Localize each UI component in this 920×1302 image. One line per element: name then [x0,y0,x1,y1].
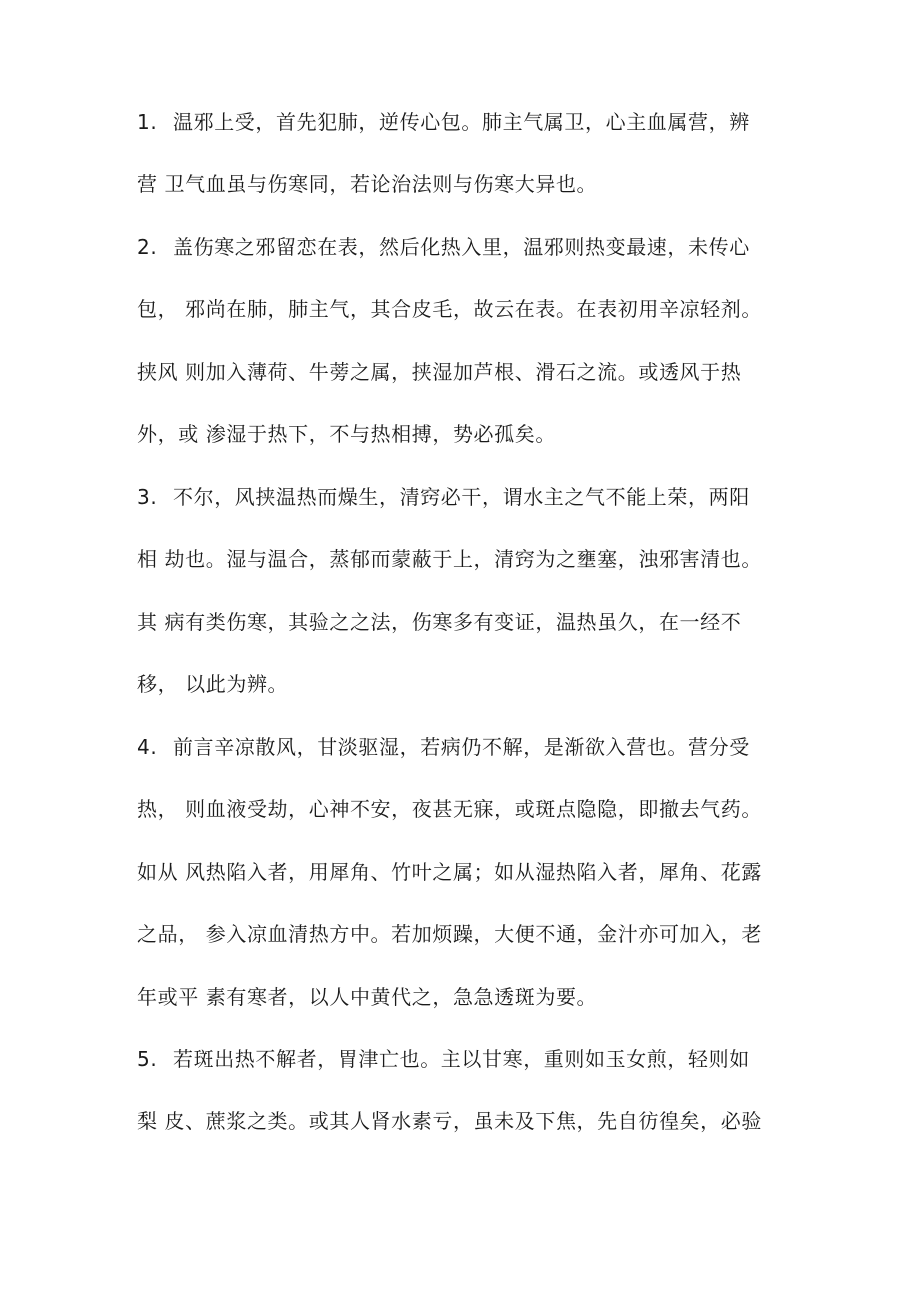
paragraph-text: 盖伤寒之邪留恋在表，然后化热入里，温邪则热变最速，未传心 [173,235,750,259]
paragraph-text: 梨 皮、蔗浆之类。或其人肾水素亏，虽未及下焦，先自彷徨矣，必验 [137,1109,762,1133]
paragraph-4-line-1 [137,732,797,762]
paragraph-text: 年或平 素有寒者，以人中黄代之，急急透斑为要。 [137,985,598,1009]
paragraph-text: 前言辛凉散风，甘淡驱湿，若病仍不解，是渐欲入营也。营分受 [173,735,750,759]
paragraph-number: 4. [137,735,158,759]
paragraph-text: 挟风 则加入薄荷、牛蒡之属，挟湿加芦根、滑石之流。或透风于热 [137,360,742,384]
paragraph-2-line-3 [137,357,797,387]
paragraph-5-line-1 [137,1044,797,1074]
paragraph-2-line-2 [137,294,797,324]
paragraph-text: 外，或 渗湿于热下，不与热相搏，势必孤矣。 [137,422,556,446]
paragraph-4-line-2 [137,794,797,824]
paragraph-4-line-3 [137,857,797,887]
paragraph-number: 1. [137,110,158,134]
paragraph-2-line-4 [137,419,797,449]
paragraph-text: 若斑出热不解者，胃津亡也。主以甘寒，重则如玉女煎，轻则如 [173,1047,750,1071]
paragraph-text: 相 劫也。湿与温合，蒸郁而蒙蔽于上，清窍为之壅塞，浊邪害清也。 [137,547,762,571]
paragraph-text: 如从 风热陷入者，用犀角、竹叶之属；如从湿热陷入者，犀角、花露 [137,860,762,884]
paragraph-number: 2. [137,235,158,259]
paragraph-number: 5. [137,1047,158,1071]
paragraph-3-line-2 [137,544,797,574]
paragraph-text: 包， 邪尚在肺，肺主气，其合皮毛，故云在表。在表初用辛凉轻剂。 [137,297,762,321]
paragraph-5-line-2 [137,1106,797,1136]
paragraph-3-line-4 [137,669,797,699]
paragraph-text: 营 卫气血虽与伤寒同，若论治法则与伤寒大异也。 [137,172,598,196]
paragraph-3-line-3 [137,607,797,637]
paragraph-text: 热， 则血液受劫，心神不安，夜甚无寐，或斑点隐隐，即撤去气药。 [137,797,762,821]
paragraph-text: 温邪上受，首先犯肺，逆传心包。肺主气属卫，心主血属营，辨 [173,110,750,134]
paragraph-number: 3. [137,485,158,509]
paragraph-4-line-5 [137,982,797,1012]
paragraph-text: 之品， 参入凉血清热方中。若加烦躁，大便不通，金汁亦可加入，老 [137,922,762,946]
paragraph-4-line-4 [137,919,797,949]
paragraph-text: 其 病有类伤寒，其验之之法，伤寒多有变证，温热虽久，在一经不 [137,610,742,634]
paragraph-text: 不尔，风挟温热而燥生，清窍必干，谓水主之气不能上荣，两阳 [173,485,750,509]
paragraph-3-line-1 [137,482,797,512]
paragraph-text: 移， 以此为辨。 [137,672,289,696]
paragraph-1-line-1 [137,107,797,137]
paragraph-2-line-1 [137,232,797,262]
paragraph-1-line-2 [137,169,797,199]
